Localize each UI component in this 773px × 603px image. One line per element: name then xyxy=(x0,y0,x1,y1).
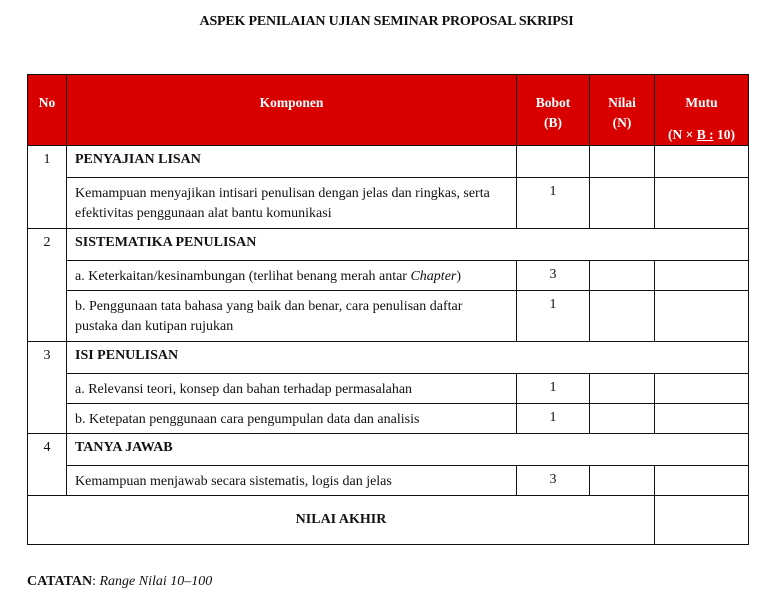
item-row xyxy=(28,466,749,496)
bobot-value: 1 xyxy=(517,374,590,404)
mutu-cell[interactable] xyxy=(655,291,749,342)
header-nilai: Nilai (N) xyxy=(590,75,655,146)
bobot-value: 1 xyxy=(517,404,590,434)
mutu-cell[interactable] xyxy=(655,374,749,404)
section-title: ISI PENULISAN xyxy=(67,342,749,374)
nilai-input-cell[interactable] xyxy=(590,466,655,496)
nilai-input-cell[interactable] xyxy=(590,404,655,434)
section-row xyxy=(28,434,749,466)
nilai-input-cell[interactable] xyxy=(590,374,655,404)
bobot-value: 3 xyxy=(517,261,590,291)
table-header-row xyxy=(28,75,749,146)
section-title: PENYAJIAN LISAN xyxy=(67,146,517,178)
final-score-cell[interactable] xyxy=(655,496,749,545)
mutu-cell[interactable] xyxy=(655,466,749,496)
section-title: TANYA JAWAB xyxy=(67,434,749,466)
nilai-input-cell[interactable] xyxy=(590,291,655,342)
header-mutu: Mutu (N × B : 10) xyxy=(655,75,749,146)
mutu-cell[interactable] xyxy=(655,261,749,291)
section-number: 1 xyxy=(28,146,67,229)
bobot-value: 1 xyxy=(517,291,590,342)
bobot-value: 3 xyxy=(517,466,590,496)
mutu-cell[interactable] xyxy=(655,404,749,434)
final-label: NILAI AKHIR xyxy=(28,496,655,545)
header-bobot: Bobot (B) xyxy=(517,75,590,146)
nilai-input-cell[interactable] xyxy=(590,261,655,291)
section-row xyxy=(28,146,749,178)
item-row xyxy=(28,374,749,404)
section-title: SISTEMATIKA PENULISAN xyxy=(67,229,749,261)
header-no: No xyxy=(28,75,67,146)
header-komponen: Komponen xyxy=(67,75,517,146)
bobot-value: 1 xyxy=(517,178,590,229)
item-text: b. Penggunaan tata bahasa yang baik dan benar, cara penulisan daftar pustaka dan kutipan rujukan xyxy=(67,291,517,342)
item-row xyxy=(28,291,749,342)
mutu-cell[interactable] xyxy=(655,146,749,178)
note-label: CATATAN xyxy=(27,574,93,589)
note-text: Range Nilai 10–100 xyxy=(99,574,213,589)
section-row xyxy=(28,342,749,374)
final-row xyxy=(28,496,749,545)
note-separator: : xyxy=(92,574,100,589)
note xyxy=(27,574,212,590)
assessment-table xyxy=(27,74,749,545)
item-text: a. Keterkaitan/kesinambungan (terlihat benang merah antar Chapter) xyxy=(67,261,517,291)
item-row xyxy=(28,261,749,291)
item-text: a. Relevansi teori, konsep dan bahan terhadap permasalahan xyxy=(67,374,517,404)
document-title: ASPEK PENILAIAN UJIAN SEMINAR PROPOSAL SKRIPSI xyxy=(199,14,574,29)
section-row xyxy=(28,229,749,261)
item-text: Kemampuan menjawab secara sistematis, logis dan jelas xyxy=(67,466,517,496)
bobot-cell[interactable] xyxy=(517,146,590,178)
item-text: Kemampuan menyajikan intisari penulisan dengan jelas dan ringkas, serta efektivitas penggunaan alat bantu komunikasi xyxy=(67,178,517,229)
item-row xyxy=(28,178,749,229)
section-number: 2 xyxy=(28,229,67,342)
mutu-cell[interactable] xyxy=(655,178,749,229)
section-number: 3 xyxy=(28,342,67,434)
nilai-input-cell[interactable] xyxy=(590,178,655,229)
nilai-cell[interactable] xyxy=(590,146,655,178)
item-text: b. Ketepatan penggunaan cara pengumpulan data dan analisis xyxy=(67,404,517,434)
item-row xyxy=(28,404,749,434)
section-number: 4 xyxy=(28,434,67,496)
